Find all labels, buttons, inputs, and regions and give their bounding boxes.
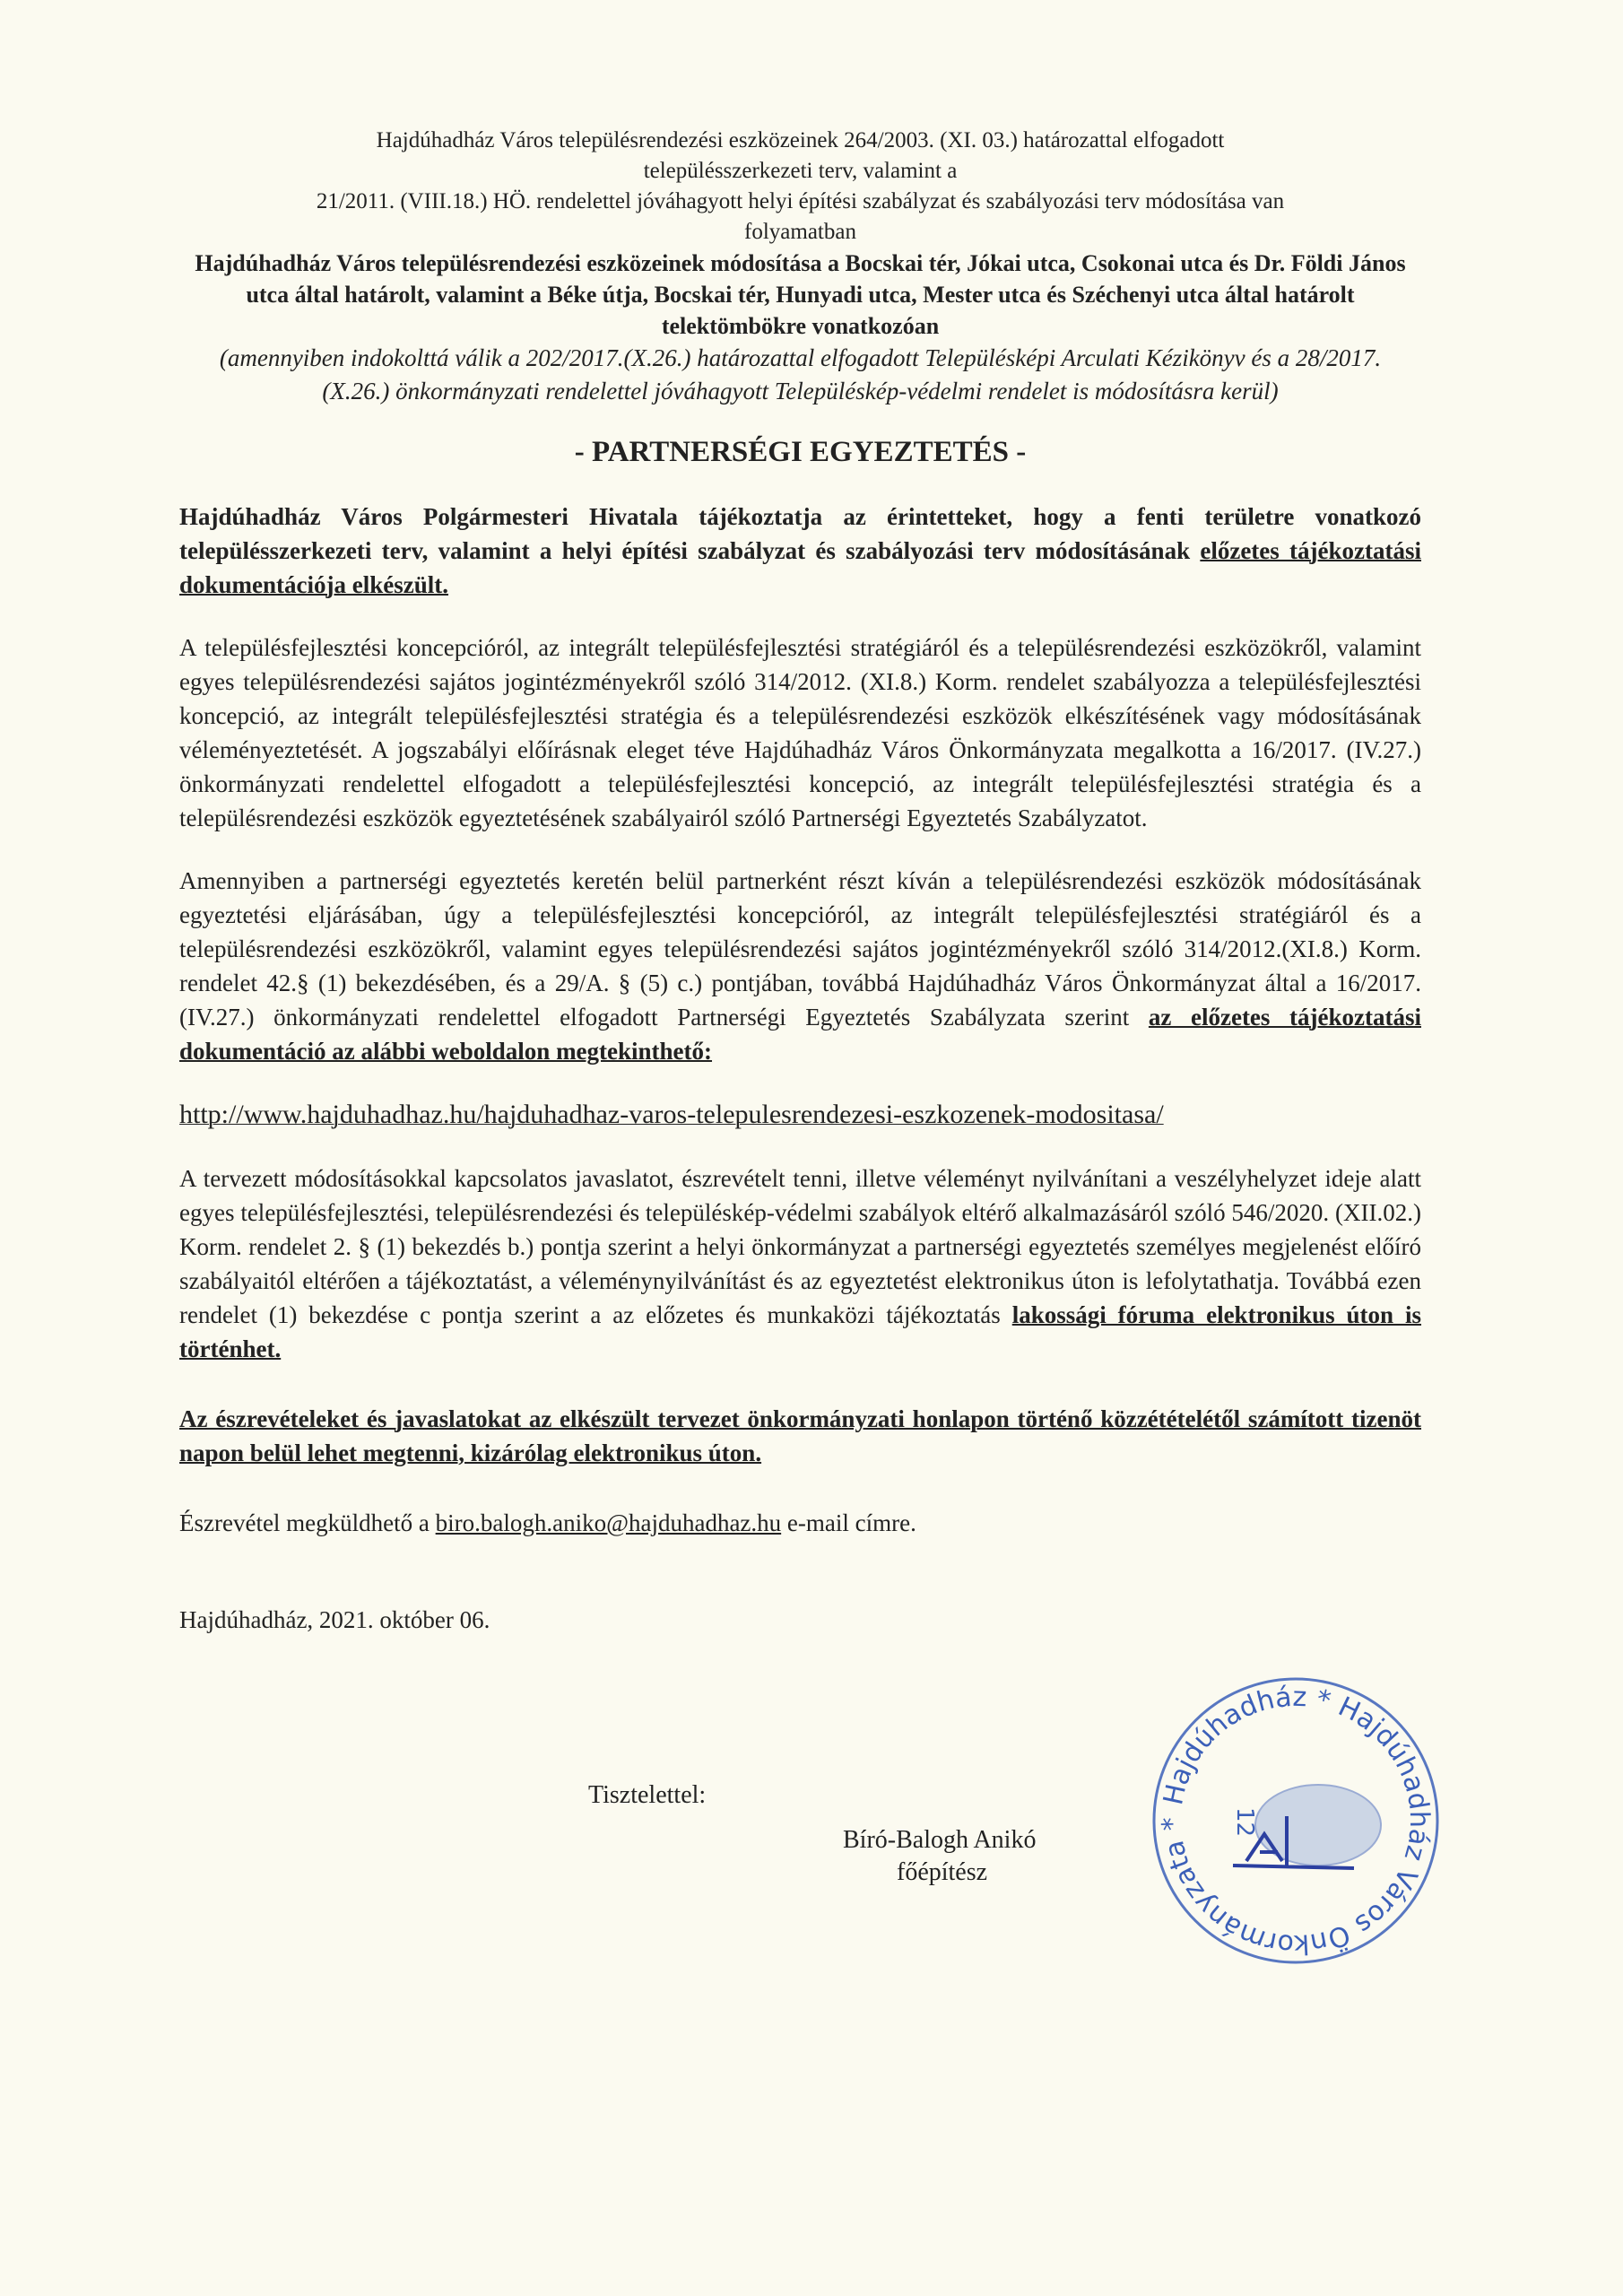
date-line: Hajdúhadház, 2021. október 06. [179,1606,490,1633]
header-reference [179,126,1421,248]
official-stamp [1148,1673,1444,1969]
signatory-name: Bíró-Balogh Anikó [843,1826,1037,1854]
email-line [179,1506,1421,1540]
header-line: folyamatban [744,220,856,244]
paragraph-2 [179,864,1421,1068]
header-subject: Hajdúhadház Város településrendezési eszközeinek módosítása a Bocskai tér, Jókai utca, Csokonai utca és Dr. Földi János utca által határolt, valamint a Béke útja, Bocskai tér, Hunyadi utca, Mester utca és Széchenyi utca által határolt telektömbökre vonatkozóan [195,250,1406,339]
header-note: (amennyiben indokolttá válik a 202/2017.(X.26.) határozattal elfogadott Településképi Arculati Kézikönyv és a 28/2017. (X.26.) önkormányzati rendelettel jóváhagyott Településkép-védelmi rendelet is módosításra kerül) [219,344,1382,404]
documentation-link[interactable]: http://www.hajduhadhaz.hu/hajduhadhaz-varos-telepulesrendezesi-eszkozenek-modositasa/ [179,1100,1164,1129]
signatory-role: főépítész [897,1858,988,1886]
paragraph-3 [179,1161,1421,1366]
documentation-link-line [179,1097,1421,1133]
email-link[interactable]: biro.balogh.aniko@hajduhadhaz.hu [435,1509,782,1536]
intro-text: Hajdúhadház Város Polgármesteri Hivatala tájékoztatja az érintetteket, hogy a fenti területre vonatkozó településszerkezeti terv, valamint a helyi építési szabályzat és szabályozási terv módosításának [179,503,1421,564]
document-page [179,126,1436,1969]
paragraph-2-text: Amennyiben a partnerségi egyeztetés keretén belül partnerként részt kíván a településrendezési eszközök módosításának egyeztetési eljárásában, úgy a településfejlesztési koncepcióról, az integrált településfejlesztési stratégiáról és a településrendezési eszközökről, valamint egyes településrendezési sajátos jogintézményekről szóló 314/2012.(XI.8.) Korm. rendelet 42.§ (1) bekezdésében, és a 29/A. § (5) c.) pontjában, továbbá Hajdúhadház Város Önkormányzat által a 16/2017. (IV.27.) önkormányzati rendelettel elfogadott Partnerségi Egyeztetés Szabályzata szerint [179,867,1421,1031]
intro-underlined: előzetes tájékoztatási dokumentációja elkészült. [179,537,1421,598]
header-line: Hajdúhadház Város településrendezési eszközeinek 264/2003. (XI. 03.) határozattal elfogadott [376,128,1225,152]
page-title: - PARTNERSÉGI EGYEZTETÉS - [574,436,1027,468]
intro-paragraph [179,500,1421,602]
email-prefix: Észrevétel megküldhető a [179,1509,436,1536]
email-suffix: e-mail címre. [781,1509,916,1536]
stamp-number: 12 [1231,1807,1258,1838]
signature-block [179,1673,1436,1969]
paragraph-2-underlined: az előzetes tájékoztatási dokumentáció az alábbi weboldalon megtekinthető: [179,1004,1421,1065]
paragraph-3-underlined: lakossági fóruma elektronikus úton is történhet. [179,1301,1422,1362]
paragraph-3-text: A tervezett módosításokkal kapcsolatos javaslatot, észrevételt tenni, illetve véleményt nyilvánítani a veszélyhelyzet ideje alatt egyes településfejlesztési, településrendezési és településkép-védelmi szabályok eltérő alkalmazásáról szóló 546/2020. (XII.02.) Korm. rendelet 2. § (1) bekezdés b.) pontja szerint a helyi önkormányzat a partnerségi egyeztetés személyes megjelenést előíró szabályaitól eltérően a tájékoztatást, a véleménynyilvánítást és az egyeztetést elektronikus úton is lefolytathatja. Továbbá ezen rendelet (1) bekezdése c pontja szerint a az előzetes és munkaközi tájékoztatás [179,1165,1421,1328]
deadline-notice: Az észrevételeket és javaslatokat az elkészült tervezet önkormányzati honlapon történő közzétételétől számított tizenöt napon belül lehet megtenni, kizárólag elektronikus úton. [179,1405,1421,1466]
paragraph-1: A településfejlesztési koncepcióról, az integrált településfejlesztési stratégiáról és a településrendezési eszközökről, valamint egyes településrendezési sajátos jogintézményekről szóló 314/2012. (XI.8.) Korm. rendelet szabályozza a településfejlesztési koncepció, az integrált településfejlesztési stratégia és a településrendezési eszközök elkészítésének vagy módosításának véleményeztetését. A jogszabályi előírásnak eleget téve Hajdúhadház Város Önkormányzata megalkotta a 16/2017. (IV.27.) önkormányzati rendelettel elfogadott a településfejlesztési koncepció, az integrált településfejlesztési stratégia és a településrendezési eszközök egyeztetésének szabályairól szóló Partnerségi Egyeztetés Szabályzatot. [179,634,1421,831]
header-line: 21/2011. (VIII.18.) HÖ. rendelettel jóváhagyott helyi építési szabályzat és szabályozási terv módosítása van [316,189,1285,213]
closing: Tisztelettel: [588,1781,707,1809]
stamp-ring-text: Hajdúhadház * Hajdúhadház Város Önkormányzata * [1156,1681,1436,1961]
header-line: településszerkezeti terv, valamint a [643,159,958,183]
